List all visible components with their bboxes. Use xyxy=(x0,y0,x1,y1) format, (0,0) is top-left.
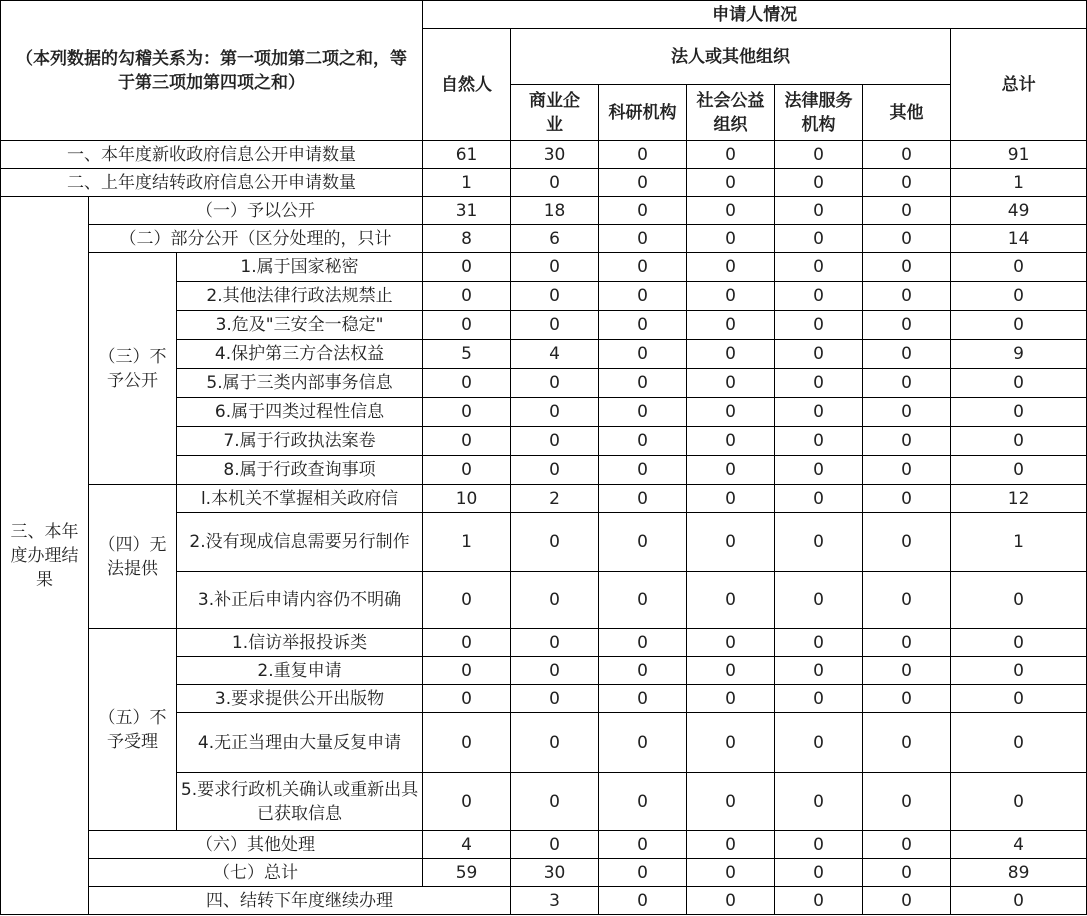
cell-value: 0 xyxy=(775,225,863,253)
cell-value: 0 xyxy=(775,456,863,485)
cell-value: 0 xyxy=(951,369,1087,398)
cell-value: 0 xyxy=(511,629,599,657)
row-label: 3.要求提供公开出版物 xyxy=(177,685,423,713)
cell-value: 0 xyxy=(423,713,511,773)
cell-value: 0 xyxy=(951,398,1087,427)
cell-value: 0 xyxy=(423,398,511,427)
cell-value: 0 xyxy=(951,685,1087,713)
cell-value: 0 xyxy=(951,887,1087,915)
header-applicant: 申请人情况 xyxy=(423,1,1087,29)
cell-value: 0 xyxy=(423,427,511,456)
cell-value: 0 xyxy=(863,773,951,831)
cell-value: 0 xyxy=(775,282,863,311)
cell-value: 0 xyxy=(599,685,687,713)
cell-value: 0 xyxy=(775,141,863,169)
cell-value: 0 xyxy=(687,169,775,197)
cell-value: 2 xyxy=(511,485,599,513)
cell-value: 0 xyxy=(951,629,1087,657)
row-label: 2.没有现成信息需要另行制作 xyxy=(177,513,423,572)
cell-value: 0 xyxy=(775,485,863,513)
cell-value: 0 xyxy=(775,572,863,629)
cell-value: 0 xyxy=(863,713,951,773)
cell-value: 0 xyxy=(599,713,687,773)
cell-value: 0 xyxy=(599,225,687,253)
cell-value: 0 xyxy=(951,311,1087,340)
cell-value: 3 xyxy=(511,887,599,915)
cell-value: 0 xyxy=(863,859,951,887)
cell-value: 14 xyxy=(951,225,1087,253)
cell-value: 0 xyxy=(863,427,951,456)
cell-value: 0 xyxy=(687,773,775,831)
cell-value: 0 xyxy=(599,859,687,887)
cell-value: 0 xyxy=(687,340,775,369)
row-label: l.本机关不掌握相关政府信 xyxy=(177,485,423,513)
cell-value: 0 xyxy=(863,485,951,513)
cell-value: 0 xyxy=(775,859,863,887)
cell-value: 0 xyxy=(863,197,951,225)
row-label: 3.危及"三安全一稳定" xyxy=(177,311,423,340)
cell-value: 31 xyxy=(423,197,511,225)
header-commercial: 商业企业 xyxy=(511,85,599,141)
cell-value: 0 xyxy=(687,311,775,340)
cell-value: 0 xyxy=(687,887,775,915)
header-total: 总计 xyxy=(951,29,1087,141)
cell-value: 0 xyxy=(951,773,1087,831)
row-label: 7.属于行政执法案卷 xyxy=(177,427,423,456)
cell-value: 4 xyxy=(511,340,599,369)
cell-value: 0 xyxy=(511,369,599,398)
header-legal-service: 法律服务机构 xyxy=(775,85,863,141)
cell-value: 0 xyxy=(423,456,511,485)
cell-value: 0 xyxy=(687,629,775,657)
cell-value: 0 xyxy=(951,456,1087,485)
cell-value: 0 xyxy=(775,713,863,773)
cell-value: 0 xyxy=(599,456,687,485)
cell-value: 0 xyxy=(687,253,775,282)
header-row-1 xyxy=(1,1,1087,29)
row-label: （二）部分公开（区分处理的，只计 xyxy=(89,225,423,253)
cell-value: 0 xyxy=(951,282,1087,311)
header-legal-org: 法人或其他组织 xyxy=(511,29,951,85)
cell-value: 61 xyxy=(423,141,511,169)
cell-value: 0 xyxy=(951,253,1087,282)
cell-value: 0 xyxy=(863,282,951,311)
cell-value: 0 xyxy=(863,887,951,915)
row-label: （七）总计 xyxy=(89,859,423,887)
cell-value: 0 xyxy=(599,773,687,831)
cell-value: 0 xyxy=(687,398,775,427)
cell-value: 6 xyxy=(511,225,599,253)
header-note: （本列数据的勾稽关系为：第一项加第二项之和，等于第三项加第四项之和） xyxy=(1,1,423,141)
cell-value: 1 xyxy=(423,513,511,572)
row-label: 四、结转下年度继续办理 xyxy=(89,887,511,915)
cell-value: 0 xyxy=(863,572,951,629)
row-label: 3.补正后申请内容仍不明确 xyxy=(177,572,423,629)
row-label: 5.要求行政机关确认或重新出具已获取信息 xyxy=(177,773,423,831)
cell-value: 0 xyxy=(599,311,687,340)
cell-value: 0 xyxy=(863,253,951,282)
row-label: 一、本年度新收政府信息公开申请数量 xyxy=(1,141,423,169)
cell-value: 0 xyxy=(775,657,863,685)
cell-value: 0 xyxy=(775,887,863,915)
cell-value: 0 xyxy=(511,513,599,572)
cell-value: 0 xyxy=(687,141,775,169)
cell-value: 10 xyxy=(423,485,511,513)
cell-value: 0 xyxy=(863,340,951,369)
cell-value: 0 xyxy=(423,369,511,398)
table-row xyxy=(1,169,1087,197)
cell-value: 0 xyxy=(775,311,863,340)
cell-value: 0 xyxy=(599,887,687,915)
subgroup-label-three: （三）不予公开 xyxy=(89,253,177,485)
cell-value: 0 xyxy=(511,456,599,485)
cell-value: 0 xyxy=(863,657,951,685)
cell-value: 0 xyxy=(599,169,687,197)
cell-value: 1 xyxy=(423,169,511,197)
cell-value: 0 xyxy=(511,685,599,713)
cell-value: 0 xyxy=(687,282,775,311)
row-label: 2.重复申请 xyxy=(177,657,423,685)
cell-value: 0 xyxy=(423,253,511,282)
table-row xyxy=(1,859,1087,887)
header-public-welfare: 社会公益组织 xyxy=(687,85,775,141)
cell-value: 0 xyxy=(687,572,775,629)
table-row xyxy=(1,225,1087,253)
cell-value: 0 xyxy=(599,369,687,398)
cell-value: 0 xyxy=(687,713,775,773)
cell-value: 0 xyxy=(599,340,687,369)
cell-value: 0 xyxy=(863,141,951,169)
cell-value: 30 xyxy=(511,141,599,169)
cell-value: 1 xyxy=(951,169,1087,197)
table-row xyxy=(1,253,1087,282)
cell-value: 0 xyxy=(863,513,951,572)
cell-value: 0 xyxy=(599,657,687,685)
cell-value: 1 xyxy=(951,513,1087,572)
cell-value: 12 xyxy=(951,485,1087,513)
cell-value: 0 xyxy=(511,773,599,831)
cell-value: 0 xyxy=(687,456,775,485)
cell-value: 0 xyxy=(775,773,863,831)
cell-value: 0 xyxy=(599,831,687,859)
table-row xyxy=(1,629,1087,657)
row-label: 4.保护第三方合法权益 xyxy=(177,340,423,369)
table-row xyxy=(1,485,1087,513)
cell-value: 0 xyxy=(775,629,863,657)
row-label: 2.其他法律行政法规禁止 xyxy=(177,282,423,311)
subgroup-label-four: （四）无法提供 xyxy=(89,485,177,629)
cell-value: 0 xyxy=(599,427,687,456)
row-label: 6.属于四类过程性信息 xyxy=(177,398,423,427)
table-row xyxy=(1,197,1087,225)
cell-value: 0 xyxy=(511,831,599,859)
cell-value: 0 xyxy=(511,311,599,340)
cell-value: 0 xyxy=(511,713,599,773)
table-row xyxy=(1,141,1087,169)
cell-value: 0 xyxy=(599,513,687,572)
cell-value: 18 xyxy=(511,197,599,225)
cell-value: 0 xyxy=(687,369,775,398)
cell-value: 0 xyxy=(687,859,775,887)
cell-value: 0 xyxy=(687,513,775,572)
cell-value: 0 xyxy=(423,685,511,713)
cell-value: 0 xyxy=(863,456,951,485)
cell-value: 8 xyxy=(423,225,511,253)
cell-value: 0 xyxy=(511,427,599,456)
cell-value: 0 xyxy=(863,629,951,657)
row-label: 1.属于国家秘密 xyxy=(177,253,423,282)
row-label: （六）其他处理 xyxy=(89,831,423,859)
cell-value: 0 xyxy=(511,657,599,685)
cell-value: 0 xyxy=(599,629,687,657)
cell-value: 0 xyxy=(775,197,863,225)
cell-value: 0 xyxy=(423,657,511,685)
header-research: 科研机构 xyxy=(599,85,687,141)
cell-value: 0 xyxy=(775,253,863,282)
row-label: （一）予以公开 xyxy=(89,197,423,225)
cell-value: 0 xyxy=(687,427,775,456)
cell-value: 0 xyxy=(951,427,1087,456)
cell-value: 4 xyxy=(951,831,1087,859)
cell-value: 0 xyxy=(863,685,951,713)
cell-value: 9 xyxy=(951,340,1087,369)
cell-value: 0 xyxy=(511,572,599,629)
group-label-three: 三、本年度办理结果 xyxy=(1,197,89,915)
cell-value: 0 xyxy=(599,572,687,629)
table-row xyxy=(1,887,1087,915)
cell-value: 0 xyxy=(511,282,599,311)
row-label: 8.属于行政查询事项 xyxy=(177,456,423,485)
table-row xyxy=(1,831,1087,859)
cell-value: 91 xyxy=(951,141,1087,169)
cell-value: 0 xyxy=(423,773,511,831)
cell-value: 0 xyxy=(511,169,599,197)
cell-value: 0 xyxy=(423,282,511,311)
cell-value: 0 xyxy=(423,572,511,629)
cell-value: 0 xyxy=(775,831,863,859)
cell-value: 49 xyxy=(951,197,1087,225)
cell-value: 0 xyxy=(687,197,775,225)
subgroup-label-five: （五）不予受理 xyxy=(89,629,177,831)
cell-value: 0 xyxy=(951,657,1087,685)
cell-value: 0 xyxy=(599,141,687,169)
cell-value: 0 xyxy=(775,169,863,197)
cell-value: 0 xyxy=(423,311,511,340)
cell-value: 0 xyxy=(687,685,775,713)
cell-value: 0 xyxy=(599,282,687,311)
cell-value: 0 xyxy=(951,713,1087,773)
cell-value: 5 xyxy=(423,340,511,369)
cell-value: 0 xyxy=(511,253,599,282)
cell-value: 0 xyxy=(775,369,863,398)
cell-value: 0 xyxy=(687,657,775,685)
cell-value: 0 xyxy=(775,340,863,369)
row-label: 二、上年度结转政府信息公开申请数量 xyxy=(1,169,423,197)
cell-value: 0 xyxy=(863,831,951,859)
cell-value: 59 xyxy=(423,859,511,887)
row-label: 4.无正当理由大量反复申请 xyxy=(177,713,423,773)
cell-value: 0 xyxy=(599,485,687,513)
cell-value: 0 xyxy=(775,398,863,427)
cell-value: 30 xyxy=(511,859,599,887)
row-label: 1.信访举报投诉类 xyxy=(177,629,423,657)
cell-value: 0 xyxy=(423,629,511,657)
cell-value: 0 xyxy=(599,398,687,427)
cell-value: 0 xyxy=(863,398,951,427)
cell-value: 0 xyxy=(863,369,951,398)
cell-value: 0 xyxy=(687,225,775,253)
cell-value: 0 xyxy=(687,831,775,859)
header-natural-person: 自然人 xyxy=(423,29,511,141)
cell-value: 0 xyxy=(775,427,863,456)
cell-value: 0 xyxy=(599,197,687,225)
cell-value: 0 xyxy=(863,311,951,340)
cell-value: 0 xyxy=(599,253,687,282)
cell-value: 0 xyxy=(687,485,775,513)
cell-value: 0 xyxy=(951,572,1087,629)
cell-value: 0 xyxy=(775,685,863,713)
cell-value: 0 xyxy=(863,225,951,253)
header-other: 其他 xyxy=(863,85,951,141)
cell-value: 4 xyxy=(423,831,511,859)
row-label: 5.属于三类内部事务信息 xyxy=(177,369,423,398)
cell-value: 0 xyxy=(511,398,599,427)
cell-value: 89 xyxy=(951,859,1087,887)
cell-value: 0 xyxy=(863,169,951,197)
cell-value: 0 xyxy=(775,513,863,572)
